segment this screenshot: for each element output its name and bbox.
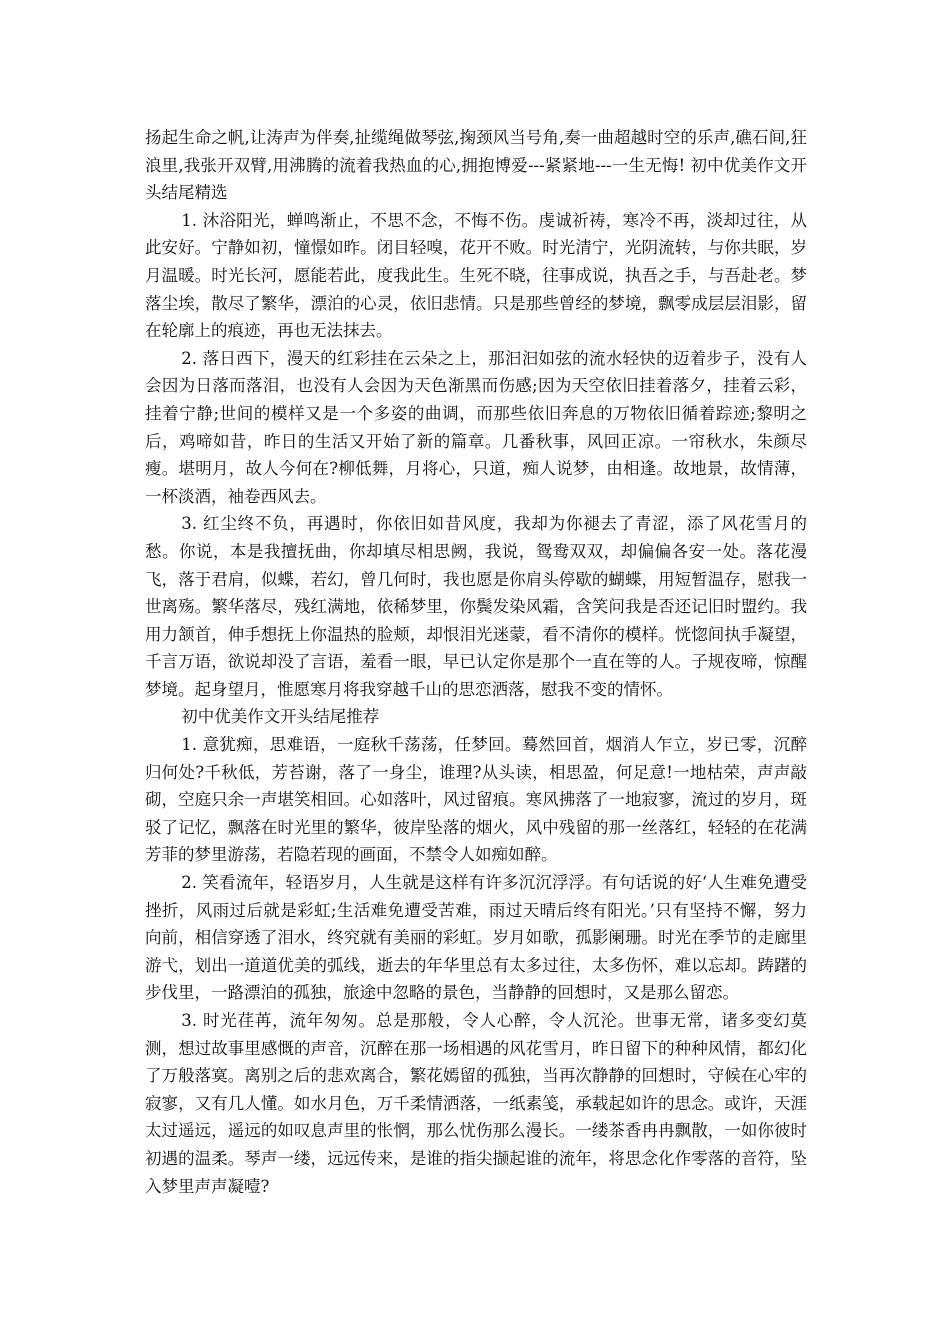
section2-paragraph-1: 1. 意犹痴，思难语，一庭秋千荡荡，任梦回。蓦然回首，烟消人乍立，岁已零，沉醉归何处?千秋低，芳苔谢，落了一身尘，谁理?从头读，相思盈，何足意!一地枯荣，声声敲砌，空庭只余一声堪笑相回。心如落叶，风过留痕。寒风拂落了一地寂寥，流过的岁月，斑驳了记忆，飘落在时光里的繁华，彼岸坠落的烟火，风中残留的那一丝落红，轻轻的在花满芳菲的梦里游荡，若隐若现的画面，不禁令人如痴如醉。 bbox=[145, 735, 807, 865]
section1-paragraph-3: 3. 红尘终不负，再遇时，你依旧如昔风度，我却为你褪去了青涩，添了风花雪月的愁。你说，本是我擅抚曲，你却填尽相思阙，我说，鸳鸯双双，却偏偏各安一处。落花漫飞，落于君肩，似蝶，若幻，曾几何时，我也愿是你肩头停歇的蝴蝶，用短暂温存，慰我一世离殇。繁华落尽，残红满地，依稀梦里，你鬓发染风霜，含笑问我是否还记旧时盟约。我用力颔首，伸手想抚上你温热的脸颊，却恨泪光迷蒙，看不清你的模样。恍惚间执手凝望，千言万语，欲说却没了言语，羞看一眼，早已认定你是那个一直在等的人。子规夜啼，惊醒梦境。起身望月，惟愿寒月将我穿越千山的思恋洒落，慰我不变的情怀。 bbox=[145, 514, 807, 699]
intro-paragraph: 扬起生命之帆,让涛声为伴奏,扯缆绳做琴弦,掬颈风当号角,奏一曲超越时空的乐声,礁石间,狂浪里,我张开双臂,用沸腾的流着我热血的心,拥抱博爱---紧紧地---一生无悔! 初中优美作文开头结尾精选 bbox=[145, 128, 807, 203]
document-page bbox=[145, 124, 807, 1200]
section1-paragraph-2: 2. 落日西下，漫天的红彩挂在云朵之上，那汩汩如弦的流水轻快的迈着步子，没有人会因为日落而落泪，也没有人会因为天色渐黑而伤感;因为天空依旧挂着落夕，挂着云彩，挂着宁静;世间的模样又是一个多姿的曲调，而那些依旧奔息的万物依旧循着踪迹;黎明之后，鸡啼如昔，昨日的生活又开始了新的篇章。几番秋事，风回正凉。一帘秋水，朱颜尽瘦。堪明月，故人今何在?柳低舞，月将心，只道，痴人说梦，由相逢。故地景，故情薄，一杯淡酒，袖卷西风去。 bbox=[145, 348, 807, 506]
section2-paragraph-3: 3. 时光荏苒，流年匆匆。总是那般，令人心醉，令人沉沦。世事无常，诸多变幻莫测，想过故事里感慨的声音，沉醉在那一场相遇的风花雪月，昨日留下的种种风情，都幻化了万般落寞。离别之后的悲欢离合，繁花嫣留的孤独，当再次静静的回想时，守候在心牢的寂寥，又有几人懂。如水月色，万千柔情洒落，一纸素笺，承载起如许的思念。或许，天涯太过遥远，遥远的如叹息声里的怅惘，那么忧伤那么漫长。一缕茶香冉冉飘散，一如你彼时初遇的温柔。琴声一缕，远远传来，是谁的指尖撷起谁的流年，将思念化作零落的音符，坠入梦里声声凝噎? bbox=[145, 1011, 807, 1196]
section2-title: 初中优美作文开头结尾推荐 bbox=[181, 707, 380, 727]
section1-paragraph-1: 1. 沐浴阳光，蝉鸣渐止，不思不念，不悔不伤。虔诚祈祷，寒冷不再，淡却过往，从此安好。宁静如初，憧憬如昨。闭目轻嗅，花开不败。时光清宁，光阴流转，与你共眠，岁月温暖。时光长河，愿能若此，度我此生。生死不晓，往事成说，执吾之手，与吾赴老。梦落尘埃，散尽了繁华，漂泊的心灵，依旧悲情。只是那些曾经的梦境，飘零成层层泪影，留在轮廓上的痕迹，再也无法抹去。 bbox=[145, 210, 807, 341]
section2-paragraph-2: 2. 笑看流年，轻语岁月，人生就是这样有许多沉沉浮浮。有句话说的好‘人生难免遭受挫折，风雨过后就是彩虹;生活难免遭受苦难，雨过天晴后终有阳光。’只有坚持不懈，努力向前，相信穿透了泪水，终究就有美丽的彩虹。岁月如歌，孤影阑珊。时光在季节的走廊里游弋，划出一道道优美的弧线，逝去的年华里总有太多过往，太多伤怀，难以忘却。踌躇的步伐里，一路漂泊的孤独，旅途中忽略的景色，当静静的回想时，又是那么留恋。 bbox=[145, 873, 807, 1003]
